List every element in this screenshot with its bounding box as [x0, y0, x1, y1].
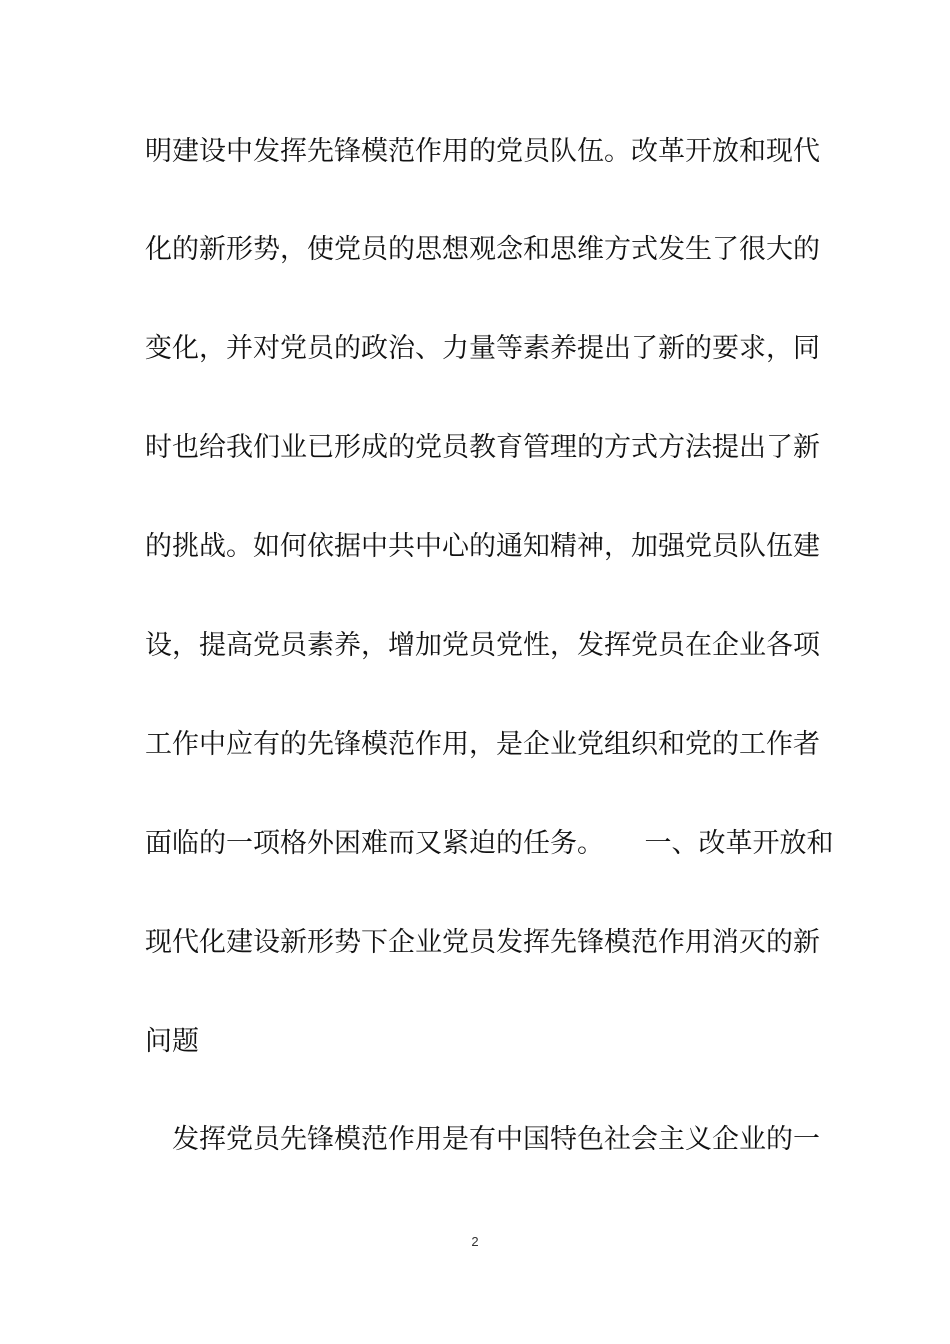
text-line-10: 问题: [145, 1026, 199, 1057]
text-line-4: 时也给我们业已形成的党员教育管理的方式方法提出了新: [145, 432, 820, 463]
text-line-1: 明建设中发挥先锋模范作用的党员队伍。改革开放和现代: [145, 136, 820, 167]
text-line-8: 面临的一项格外困难而又紧迫的任务。 一、改革开放和: [145, 828, 834, 859]
text-line-6: 设，提高党员素养，增加党员党性，发挥党员在企业各项: [145, 630, 820, 661]
text-line-7: 工作中应有的先锋模范作用，是企业党组织和党的工作者: [145, 729, 820, 760]
text-line-9: 现代化建设新形势下企业党员发挥先锋模范作用消灭的新: [145, 927, 820, 958]
text-line-3: 变化，并对党员的政治、力量等素养提出了新的要求，同: [145, 333, 820, 364]
text-line-2: 化的新形势，使党员的思想观念和思维方式发生了很大的: [145, 234, 820, 265]
text-line-5: 的挑战。如何依据中共中心的通知精神，加强党员队伍建: [145, 531, 820, 562]
text-line-11: 发挥党员先锋模范作用是有中国特色社会主义企业的一: [145, 1124, 820, 1155]
page-number: 2: [471, 1234, 479, 1249]
